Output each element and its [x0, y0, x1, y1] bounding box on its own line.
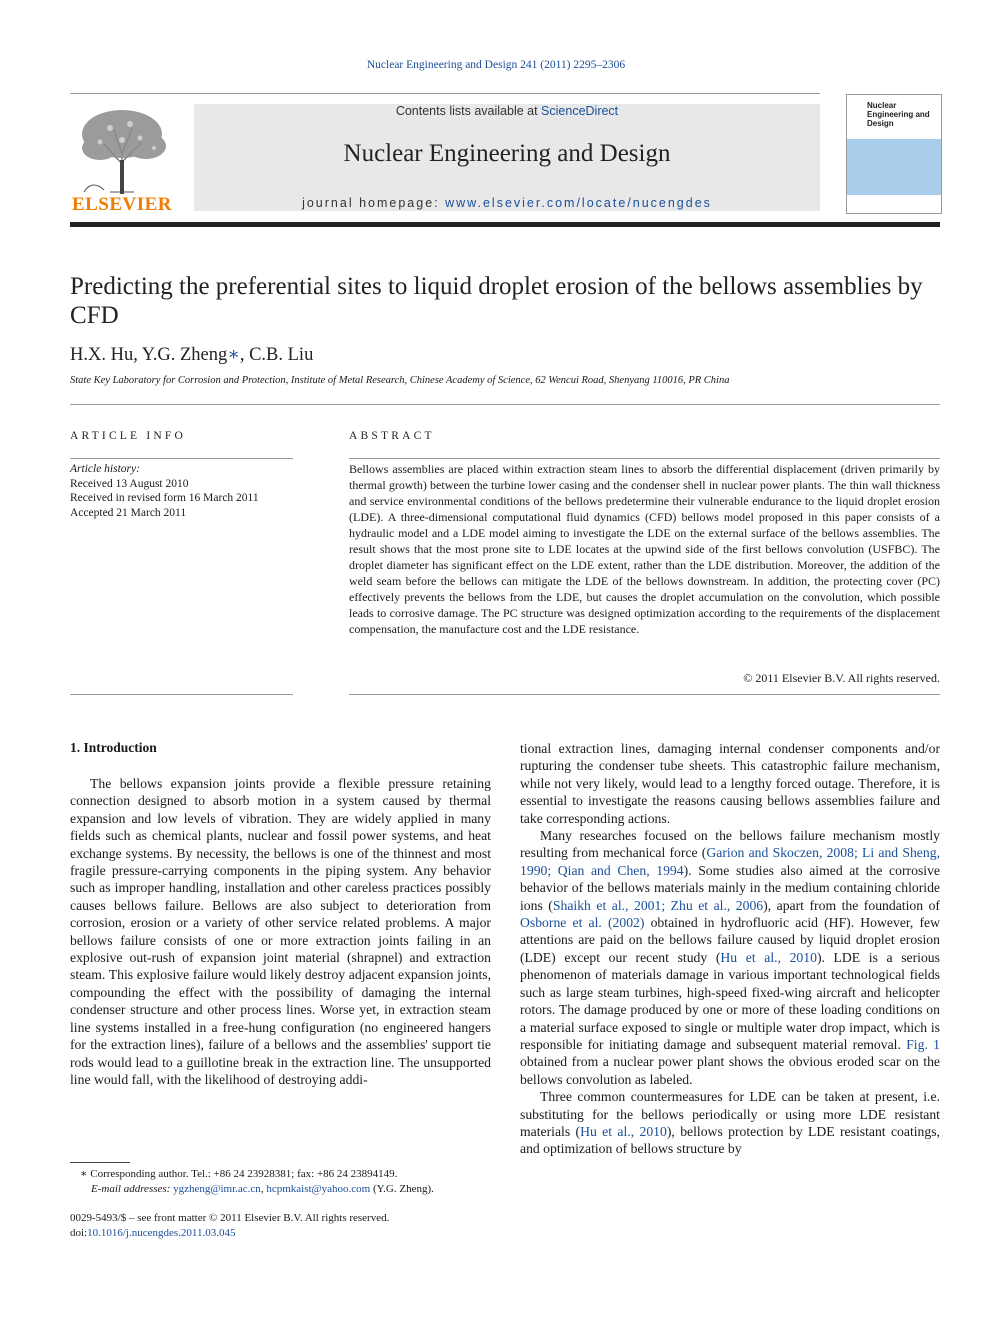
email-link-2[interactable]: hcpmkaist@yahoo.com [266, 1182, 371, 1195]
p2-text-b: ). Some studies also aimed at the corrosive behavior of the bellows materials mainly in the medium containing chloride ions ( [520, 862, 940, 913]
doi-label: doi: [70, 1227, 88, 1239]
abstract-rule [349, 458, 940, 459]
header-bottom-rule [70, 222, 940, 227]
intro-left-column [70, 775, 491, 1088]
contents-prefix: Contents lists available at [395, 104, 542, 118]
intro-paragraph-1-cont: tional extraction lines, damaging internal condenser components and/or rupturing the condenser tube sheets. This catastrophic failure mechanism, while not very likely, would lead to a lengthy forced outage. Therefore, it is essential to investigate the reasons causing bellows assemblies failure and take corresponding actions. [520, 741, 940, 826]
article-info-rule [70, 458, 293, 459]
intro-paragraph-3 [520, 1088, 940, 1158]
intro-paragraph-2 [520, 827, 940, 1088]
history-label: Article history: [70, 463, 140, 475]
ref-hu-2010-b[interactable]: Hu et al., 2010 [580, 1123, 667, 1139]
article-title: Predicting the preferential sites to liquid droplet erosion of the bellows assemblies by CFD [70, 273, 923, 329]
copyright: © 2011 Elsevier B.V. All rights reserved. [743, 671, 940, 685]
section-heading-introduction: 1. Introduction [70, 740, 157, 755]
p2-text-d: obtained in hydrofluoric acid (HF). However, few attentions are paid on the bellows failure caused by liquid droplet erosion (LDE) except our recent study ( [520, 915, 940, 965]
email-owner: (Y.G. Zheng). [370, 1182, 434, 1195]
p2-text-e: ). LDE is a serious phenomenon of materials damage in various important technological fields such as large steam turbines, high-speed fixed-wing aircraft and helicopter rotors. The damage produced by one or more of these loading conditions on a material surface exposed to single or multiple water drop impact, which is responsible for initiating damage and subsequent material removal. [520, 949, 940, 1052]
ref-shaikh-zhu[interactable]: Shaikh et al., 2001; Zhu et al., 2006 [552, 897, 764, 913]
elsevier-tree-icon [70, 104, 174, 196]
p2-text-c: ), apart from the foundation of [763, 897, 940, 913]
elsevier-wordmark: ELSEVIER [71, 194, 173, 215]
authors-first: H.X. Hu, Y.G. Zheng [70, 345, 228, 365]
email-separator: , [260, 1182, 267, 1195]
accepted-date: Accepted 21 March 2011 [70, 506, 187, 519]
cover-title: Nuclear Engineering and Design [867, 101, 930, 128]
journal-citation[interactable]: Nuclear Engineering and Design 241 (2011) 2295–2306 [366, 59, 626, 71]
intro-paragraph-1: The bellows expansion joints provide a flexible pressure retaining connection designed to absorb motion in a system caused by thermal expansion and low levels of vibration. They are widely applied in many fields such as chemical plants, nuclear and fossil power systems, and heat exchange systems. By necessity, the bellows is one of the thinnest and most fragile pressure-carrying components in the piping system. Any behavior such as improper handling, installation and other careless practices possibly causes bellows failure. Bellows are also subject to deterioration from corrosion, erosion or a variety of other service related problems. A major bellows failure consists of one or more extraction joints failing in an explosive out-rush of expansion joint material (shrapnel) and extraction steam. This explosive failure would likely destroy adjacent expansion joints, compounding the effect with the possibility of damaging the internal condenser structure and other process lines. Worse yet, in extraction steam line systems installed in a free-hung configuration (no engineered hangers for the extraction lines), failure of a bellows and the assemblies' support tie rods would lead to a guillotine break in the extraction line. The unsupported line would fall, with the likelihood of destroying addi- [70, 776, 491, 1087]
contents-line [194, 104, 820, 118]
journal-homepage [194, 196, 820, 210]
article-history [70, 462, 300, 520]
p2-text-a: Many researches focused on the bellows failure mechanism mostly resulting from mechanical force ( [520, 828, 940, 861]
ref-osborne[interactable]: Osborne et al. (2002) [520, 915, 645, 931]
abstract-text: Bellows assemblies are placed within extraction steam lines to absorb the differential displacement (driven primarily by thermal growth) between the turbine lower casing and the condenser shell in nuclear power plants. The thin wall thickness and service environmental conditions of the bellows predetermine their vulnerable endurance to the liquid droplet erosion (LDE). A three-dimensional computational fluid dynamics (CFD) bellows model proposed in this paper consists of a hydraulic model and a LDE model aiming to investigate the LDE on the external surface of the bellows assemblies. The result shows that the most prone site to LDE locates at the upwind side of the first bellows convolution (USFBC). The droplet diameter has significant effect on the LDE extent, rather than the LDE distribution. Moreover, the addition of the weld seam before the bellows can mitigate the LDE of the bellows downstream. In addition, the protecting cover (PC) effectively prevents the bellows from the LDE, but causes the droplet accumulation on the convolution, which possible leads to corrosive damage. The PC structure was designed optimization according to the requirements of the displacement compensation, the manufacture cost and the LDE resistance. [349, 462, 940, 636]
ref-hu-2010[interactable]: Hu et al., 2010 [720, 949, 817, 965]
p3-text-a: Three common countermeasures for LDE can be taken at present, i.e. substituting for the bellows periodically or using more LDE resistant materials ( [520, 1089, 940, 1139]
p2-text-f: obtained from a nuclear power plant shows the obvious eroded scar on the bellows convolution as labeled. [520, 1054, 940, 1087]
article-info-heading: ARTICLE INFO [70, 430, 186, 442]
corresponding-author-note [70, 1167, 491, 1182]
affiliation-rule [70, 404, 940, 405]
footnote-rule [70, 1162, 130, 1163]
article-info-bottom-rule [70, 694, 293, 695]
homepage-link[interactable]: www.elsevier.com/locate/nucengdes [445, 196, 712, 210]
elsevier-logo[interactable] [70, 104, 174, 216]
corresponding-author-text: Corresponding author. Tel.: +86 24 23928381; fax: +86 24 23894149. [90, 1168, 398, 1180]
homepage-prefix: journal homepage: [302, 196, 446, 210]
journal-title: Nuclear Engineering and Design [343, 140, 671, 167]
issn-line: 0029-5493/$ – see front matter © 2011 Elsevier B.V. All rights reserved. [70, 1212, 390, 1224]
intro-right-column [520, 740, 940, 1158]
cover-blue-panel [847, 139, 941, 195]
abstract-heading: ABSTRACT [349, 430, 435, 442]
footnote-star: ∗ [80, 1168, 88, 1180]
email-label: E-mail addresses: [91, 1182, 174, 1195]
p3-text-b: ), bellows protection by LDE resistant coatings, and optimization of bellows structure by [520, 1123, 940, 1157]
email-note [70, 1182, 491, 1197]
email-link-1[interactable]: ygzheng@imr.ac.cn [173, 1182, 261, 1195]
journal-cover-thumbnail[interactable] [846, 94, 942, 214]
corresponding-author-marker[interactable]: ∗ [227, 345, 240, 365]
sciencedirect-link[interactable]: ScienceDirect [541, 104, 619, 118]
doi-link[interactable]: 10.1016/j.nucengdes.2011.03.045 [87, 1227, 236, 1239]
abstract-bottom-rule [349, 694, 940, 695]
ref-garion-li-qian[interactable]: Garion and Skoczen, 2008; Li and Sheng, 1990; Qian and Chen, 1994 [520, 845, 940, 878]
ref-fig-1[interactable]: Fig. 1 [906, 1036, 940, 1052]
affiliation: State Key Laboratory for Corrosion and Protection, Institute of Metal Research, Chinese Academy of Science, 62 Wencui Road, Shenyang 110016, PR China [70, 375, 730, 386]
received-date: Received 13 August 2010 [70, 477, 189, 490]
header-top-rule [70, 93, 820, 94]
doi-line [70, 1226, 236, 1241]
footnote [70, 1167, 491, 1196]
authors-line [70, 344, 313, 366]
authors-rest: , C.B. Liu [239, 345, 314, 365]
revised-date: Received in revised form 16 March 2011 [70, 492, 259, 504]
